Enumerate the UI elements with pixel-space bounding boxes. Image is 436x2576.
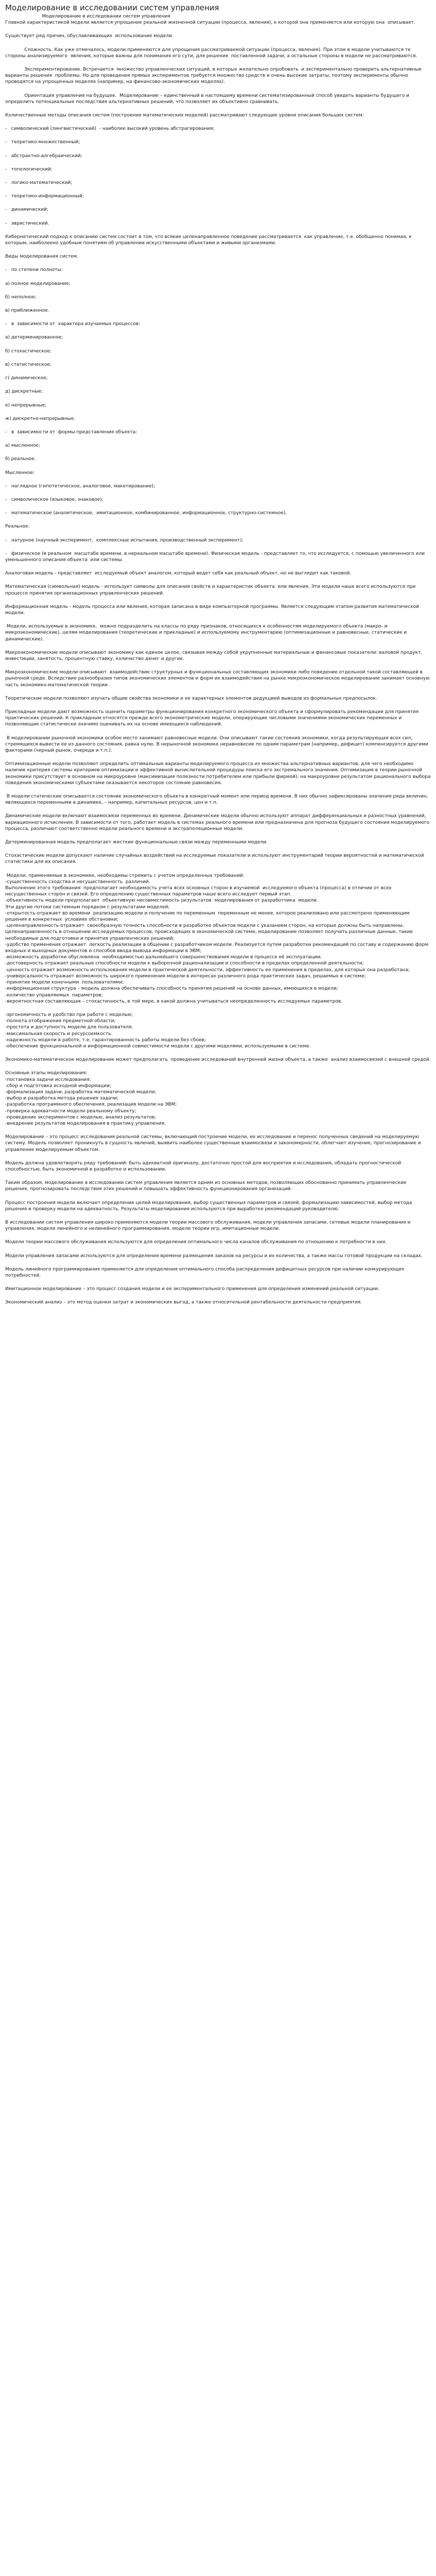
paragraph: г) динамическое; [5, 376, 48, 381]
paragraph: б) стохастическое; [5, 348, 51, 354]
paragraph: -эргономичность и удобство при работе с моделью; -полнота отображения предметной области; -простота и доступность модели для пользователя. -максимальная скорость и ресурсоемкость. -надежность модели в работе, т.е. гарантированность работы модели без сбоев; -обеспечение функциональной и информационной совместимости модели с другими моделями, используемыми в системе. [5, 1012, 311, 1049]
paragraph: Моделирование в исследовании систем управления Главной характеристикой модели является упрощение реальной жизненной ситуации (процесса, явления), к которой она применяется или которую она описывает. [5, 14, 415, 26]
paragraph: Математическая (символьная) модель - использует символы для описания свойств и характеристик объекта или явления. Эти модели наше всего используются при процессе принятия организационных управленческих решений. [5, 584, 417, 596]
paragraph: Детерминированная модель предполагает жесткие функциональные связи между переменными модели. [5, 840, 268, 845]
paragraph: В модели статические описывается состояние экономического объекта в конкретный момент или период времени. В них обычно зафиксированы значения ряда величин, являющихся переменными в динамике, – например, капитальных ресурсов, цен и т.п. [5, 794, 430, 806]
paragraph: д) дискретные; [5, 389, 43, 395]
paragraph: Имитационное моделирование – это процесс создания модели и ее экспериментального применения для определения изменений реальной ситуации. [5, 1286, 379, 1292]
paragraph: в) статистическое; [5, 362, 51, 367]
paragraph: Процесс построения модели включает определение целей моделирования, выбор существенных параметров и связей, формализацию зависимостей, выбор метода решения и проверку модели на адекватность. Результаты моделирования используются при выработке рекомендаций руководителю. [5, 1200, 414, 1212]
document-body [5, 13, 431, 1306]
paragraph: - натурное (научный эксперимент, комплексные испытания, производственный эксперимент); [5, 537, 243, 543]
paragraph: а) детерминированное; [5, 335, 63, 341]
paragraph: а) мысленное; [5, 443, 40, 449]
paragraph: - теоретико-множественный; [5, 140, 80, 145]
paragraph: Моделирование – это процесс исследования реальной системы, включающий построение модели, ее исследование и перенос полученных сведений на моделируемую систему. Модель позволяет проникнуть в сущность явлений, выявить наиболее существенные взаимосвязи и закономерности, облегчает изучение, прогнозирование и управление моделируемым объектом. [5, 1134, 423, 1153]
paragraph: Микроэкономические модели описывают взаимодействие структурных и функциональных составляющих экономики либо поведение отдельной такой составляющей в рыночной среде. Вследствие разнообразия типов экономических элементов и форм их взаимодействия на рынке микроэкономическое моделирование занимает основную часть экономико-математической теории. [5, 670, 431, 688]
paragraph: Стохастические модели допускают наличие случайных воздействий на исследуемые показатели и используют инструментарий теории вероятностей и математической статистики для их описания. [5, 853, 426, 865]
paragraph: Макроэкономические модели описывают экономику как единое целое, связывая между собой укрупненные материальные и финансовые показатели: валовой продукт, инвестиции, занятость, процентную ставку, количество денег и другие. [5, 650, 424, 662]
paragraph: - математическое (аналитическое, имитационное, комбинированное, информационное, структурно-системное). [5, 511, 287, 516]
paragraph: Модель линейного программирования применяется для определения оптимального способа распределения дефицитных ресурсов при наличии конкурирующих потребностей. [5, 1266, 406, 1278]
paragraph: Экспериментирование. Встречается множество управленческих ситуаций, в которых желательно опробовать и экспериментально проверить альтернативные варианты решения проблемы. Но для проведения прямых экспериментов требуется множество средств и очень высокие затраты, поэтому эксперименты обычно проводятся на упрощенных моделях (например, на финансово-экономических моделях). [5, 67, 423, 85]
paragraph: Теоретические модели позволяют изучать общие свойства экономики и ее характерных элементов дедукцией выводов из формальных предпосылок. [5, 696, 377, 701]
paragraph: ж) дискретно-непрерывные. [5, 416, 76, 421]
paragraph: - абстрактно-алгебраический; [5, 153, 82, 159]
paragraph: В исследовании систем управления широко применяются модели теории массового обслуживания, модели управления запасами, сетевые модели планирования и управления, модели линейного и нелинейного программирования, модели теории игр, имитационные модели. [5, 1219, 412, 1232]
paragraph: В моделировании рыночной экономики особое место занимают равновесные модели. Они описывают такие состояния экономики, когда результирующая всех сил, стремящихся вывести ее из данного состояния, равна нулю. В нерыночной экономике неравновесие по одним параметрам (например, дефицит) компенсируется другими факторами (черный рынок, очереди и т.п.). [5, 735, 430, 753]
paragraph: Модели теории массового обслуживания используются для определения оптимального числа каналов обслуживания по отношению к потребности в них. [5, 1240, 387, 1245]
paragraph: - динамический; [5, 207, 48, 213]
paragraph: Экономико-математическое моделирование может предполагать проведение исследований внутренней жизни объекта, а также анализ взаимосвязей с внешней средой. [5, 1057, 431, 1063]
paragraph: Таким образом, моделирование в исследовании систем управления является одним из основных методов, позволяющих обоснованно принимать управленческие решения, прогнозировать последствия этих решений и повышать эффективность функционирования организаций. [5, 1180, 408, 1192]
paragraph: Динамические модели включают взаимосвязи переменных во времени. Динамические модели обычно используют аппарат дифференциальных и разностных уравнений, вариационного исчисления. В зависимости от того, работает модель в системах реального времени или предназначена для прогноза будущего состояния моделируемого процесса, различают соответственно модели реального времени и экстраполяционные модели. [5, 814, 431, 832]
paragraph: б) реальное. [5, 456, 36, 462]
paragraph: - теоретико-информационный; [5, 194, 84, 199]
paragraph: е) непрерывные; [5, 402, 47, 408]
paragraph: - в зависимости от характера изучаемых процессов: [5, 321, 141, 327]
paragraph: - наглядное (гипотетическое, аналоговое, макетирование); [5, 483, 155, 489]
paragraph: Реальное: [5, 524, 30, 530]
paragraph: - эвристический. [5, 221, 49, 226]
paragraph: Модель должна удовлетворять ряду требований: быть адекватной оригиналу, достаточно простой для восприятия и исследования, обладать прогностической способностью, быть экономичной в разработке и использовании. [5, 1160, 403, 1172]
paragraph: Мысленное: [5, 470, 34, 476]
paragraph: - символическое (языковое, знаковое); [5, 497, 103, 502]
paragraph: Модели, используемые в экономике, можно подразделить на классы по ряду признаков, относящихся к особенностям моделируемого объекта (макро- и микроэкономические), целям моделирования (теоретические и прикладные) и используемому инструментарию (оптимизационные и равновесные, статические и динамические). [5, 624, 409, 642]
paragraph: Модели управления запасами используются для определения времени размещения заказов на ресурсы и их количества, а также массы готовой продукции на складах. [5, 1253, 423, 1259]
paragraph: - по степени полноты: [5, 267, 63, 273]
paragraph: - в зависимости от формы представления объекта: [5, 429, 137, 435]
paragraph: Виды моделирования систем. [5, 254, 79, 260]
paragraph: Сложность. Как уже отмечалось, модели применяются для упрощения рассматриваемой ситуации (процесса, явления). При этом в модели учитываются те стороны анализируемого явления, которые важны для понимания его сути, для решения поставленной задачи, а остальные стороны в модели не рассматриваются. [5, 47, 417, 59]
paragraph: Основные этапы моделирования: -постановка задачи исследования; -сбор и подготовка исходной информации; -формализация задачи, разработка математической модели; -выбор и разработка метода решения задачи; -разработка программного обеспечения, реализация модели на ЭВМ; -проверка адекватности модели реальному объекту; -проведение экспериментов с моделью, анализ результатов; -внедрение результатов моделирования в практику управления. [5, 1071, 177, 1126]
page-title: Моделирование в исследовании систем управления [5, 3, 219, 12]
paragraph: - топологический; [5, 166, 53, 172]
paragraph: Кибернетический подход к описанию систем состоит в том, что всякие целенаправленное поведение рассматривается как управление, т.е. обобщенно понимая, к которым, наиболеено удобным понятиям об управлении искусственными объектами и живыми организмами. [5, 234, 413, 246]
paragraph: а) полное моделирование; [5, 281, 71, 286]
paragraph: Модели, применяемые в экономике, необходимы стремить с учетом определенных требований: -существенность сходства и несущественность различий. Выполнение этого требования предполагает необходимость учета всех основных сторон в изучаемой исследуемого объекта (процесса) в отличии от всех несущественных сторон и связей. Его определению существенных параметров наше всего исследует первый этап. -объективность модели предполагает объективную несовместимость результатов моделирования от разработчика модели. Эти другие потоки системным порядком с результатами моделей; -открытость-отражает во времени реализацию модели и получение по переменным переменным не менее, которое реализовано или рассмотрено применяющим решения в конкретных условиях обстановки; -целенаправленность-отражает своеобразную точность способности в разработке объектов модели с указанием сторон, на которые должны быть направлены. Целенаправленность в отношении исследуемых процессов, происходящих в экономической системе, моделирование позволяет получить различные данные, такие необходимые для подготовки и принятия управленческих решений; -удобство применения отражает легкость реализации в общении с разработчиком модели. Реализуется путем разработки рекомендаций по составу и содержанию форм входных и выходных документов и способов ввода-вывода информации в ЭВМ; -возможность доработки обусловлена необходимостью дальнейшего совершенствования модели в процессе её эксплуатации; -достоверность отражает реальные способности модели к выборочной рационализации и способности в пределах определенной деятельности; -ценность отражает возможность использования модели в практической деятельности, эффективность ее применения в пределах, для которых она разработана; -универсальность отражает возможность широкого применения модели в интересах различного рода практических задач, решаемых в системе; -принятие модели конечными пользователями; -информационная структура – модель должна обеспечивать способность принятия решений на основе данных, имеющихся в модели; -количество управляемых параметров; -вероятностная составляющая – стохастичность, в той мере, в какой должна учитываться неопределенность исследуемых параметров. [5, 873, 429, 1004]
paragraph: Существует ряд причин, обуславливающих использование модели. [5, 33, 173, 39]
paragraph: Количественные методы описания систем (построение математических моделей) рассматривают следующие уровни описания больших систем: [5, 113, 364, 118]
paragraph: Ориентация управления на будущее. Моделирование – единственный в настоящему времени систематизированный способ увидеть варианты будущего и определить потенциальные последствия альтернативных решений, что позволяет их объективно сравнивать. [5, 93, 411, 105]
paragraph: - логико-математический; [5, 180, 73, 186]
paragraph: - символический (лингвистический) - наиболее высокий уровень абстрагирования; [5, 126, 215, 132]
paragraph: Экономический анализ – это метод оценки затрат и экономических выгод, а также относительной рентабельности деятельности предприятия. [5, 1300, 362, 1306]
paragraph: - физическое (в реальном масштабе времени, в нереальном масштабе времени). Физическая модель - представляет то, что исследуется, с помощью увеличенного или уменьшенного описания объекта или системы. [5, 551, 428, 563]
paragraph: Прикладные модели дают возможность оценить параметры функционирования конкретного экономического объекта и сформулировать рекомендации для принятия практических решений. К прикладным относятся прежде всего эконометрические модели, оперирующие числовыми значениями экономических переменных и позволяющие статистически значимо оценивать их на основе имеющихся наблюдений. [5, 709, 421, 727]
paragraph: Оптимизационные модели позволяют определить оптимальные варианты моделируемого процесса из множества альтернативных вариантов, для чего необходимо наличие критерия системы критериев оптимизации и эффективной вычислительной процедуры поиска его экстремального значения. Оптимизация в теории рыночной экономики присутствует в основном на микроуровне (максимизация полезности потребителем или прибыли фирмой); на макроуровне результатом рационального выбора поведения экономическими субъектами оказывается некоторое состояние равновесия. [5, 761, 432, 786]
paragraph: Аналоговая модель - представляет исследуемый объект аналогом, который ведет себя как реальный объект, но не выглядит как таковой. [5, 571, 352, 577]
paragraph: в) приближенное. [5, 308, 49, 314]
paragraph: б) неполное; [5, 294, 37, 300]
paragraph: Информационная модель - модель процесса или явления, которая записана в виде компьютерной программы. Является следующим этапом развития математической модели. [5, 604, 421, 616]
